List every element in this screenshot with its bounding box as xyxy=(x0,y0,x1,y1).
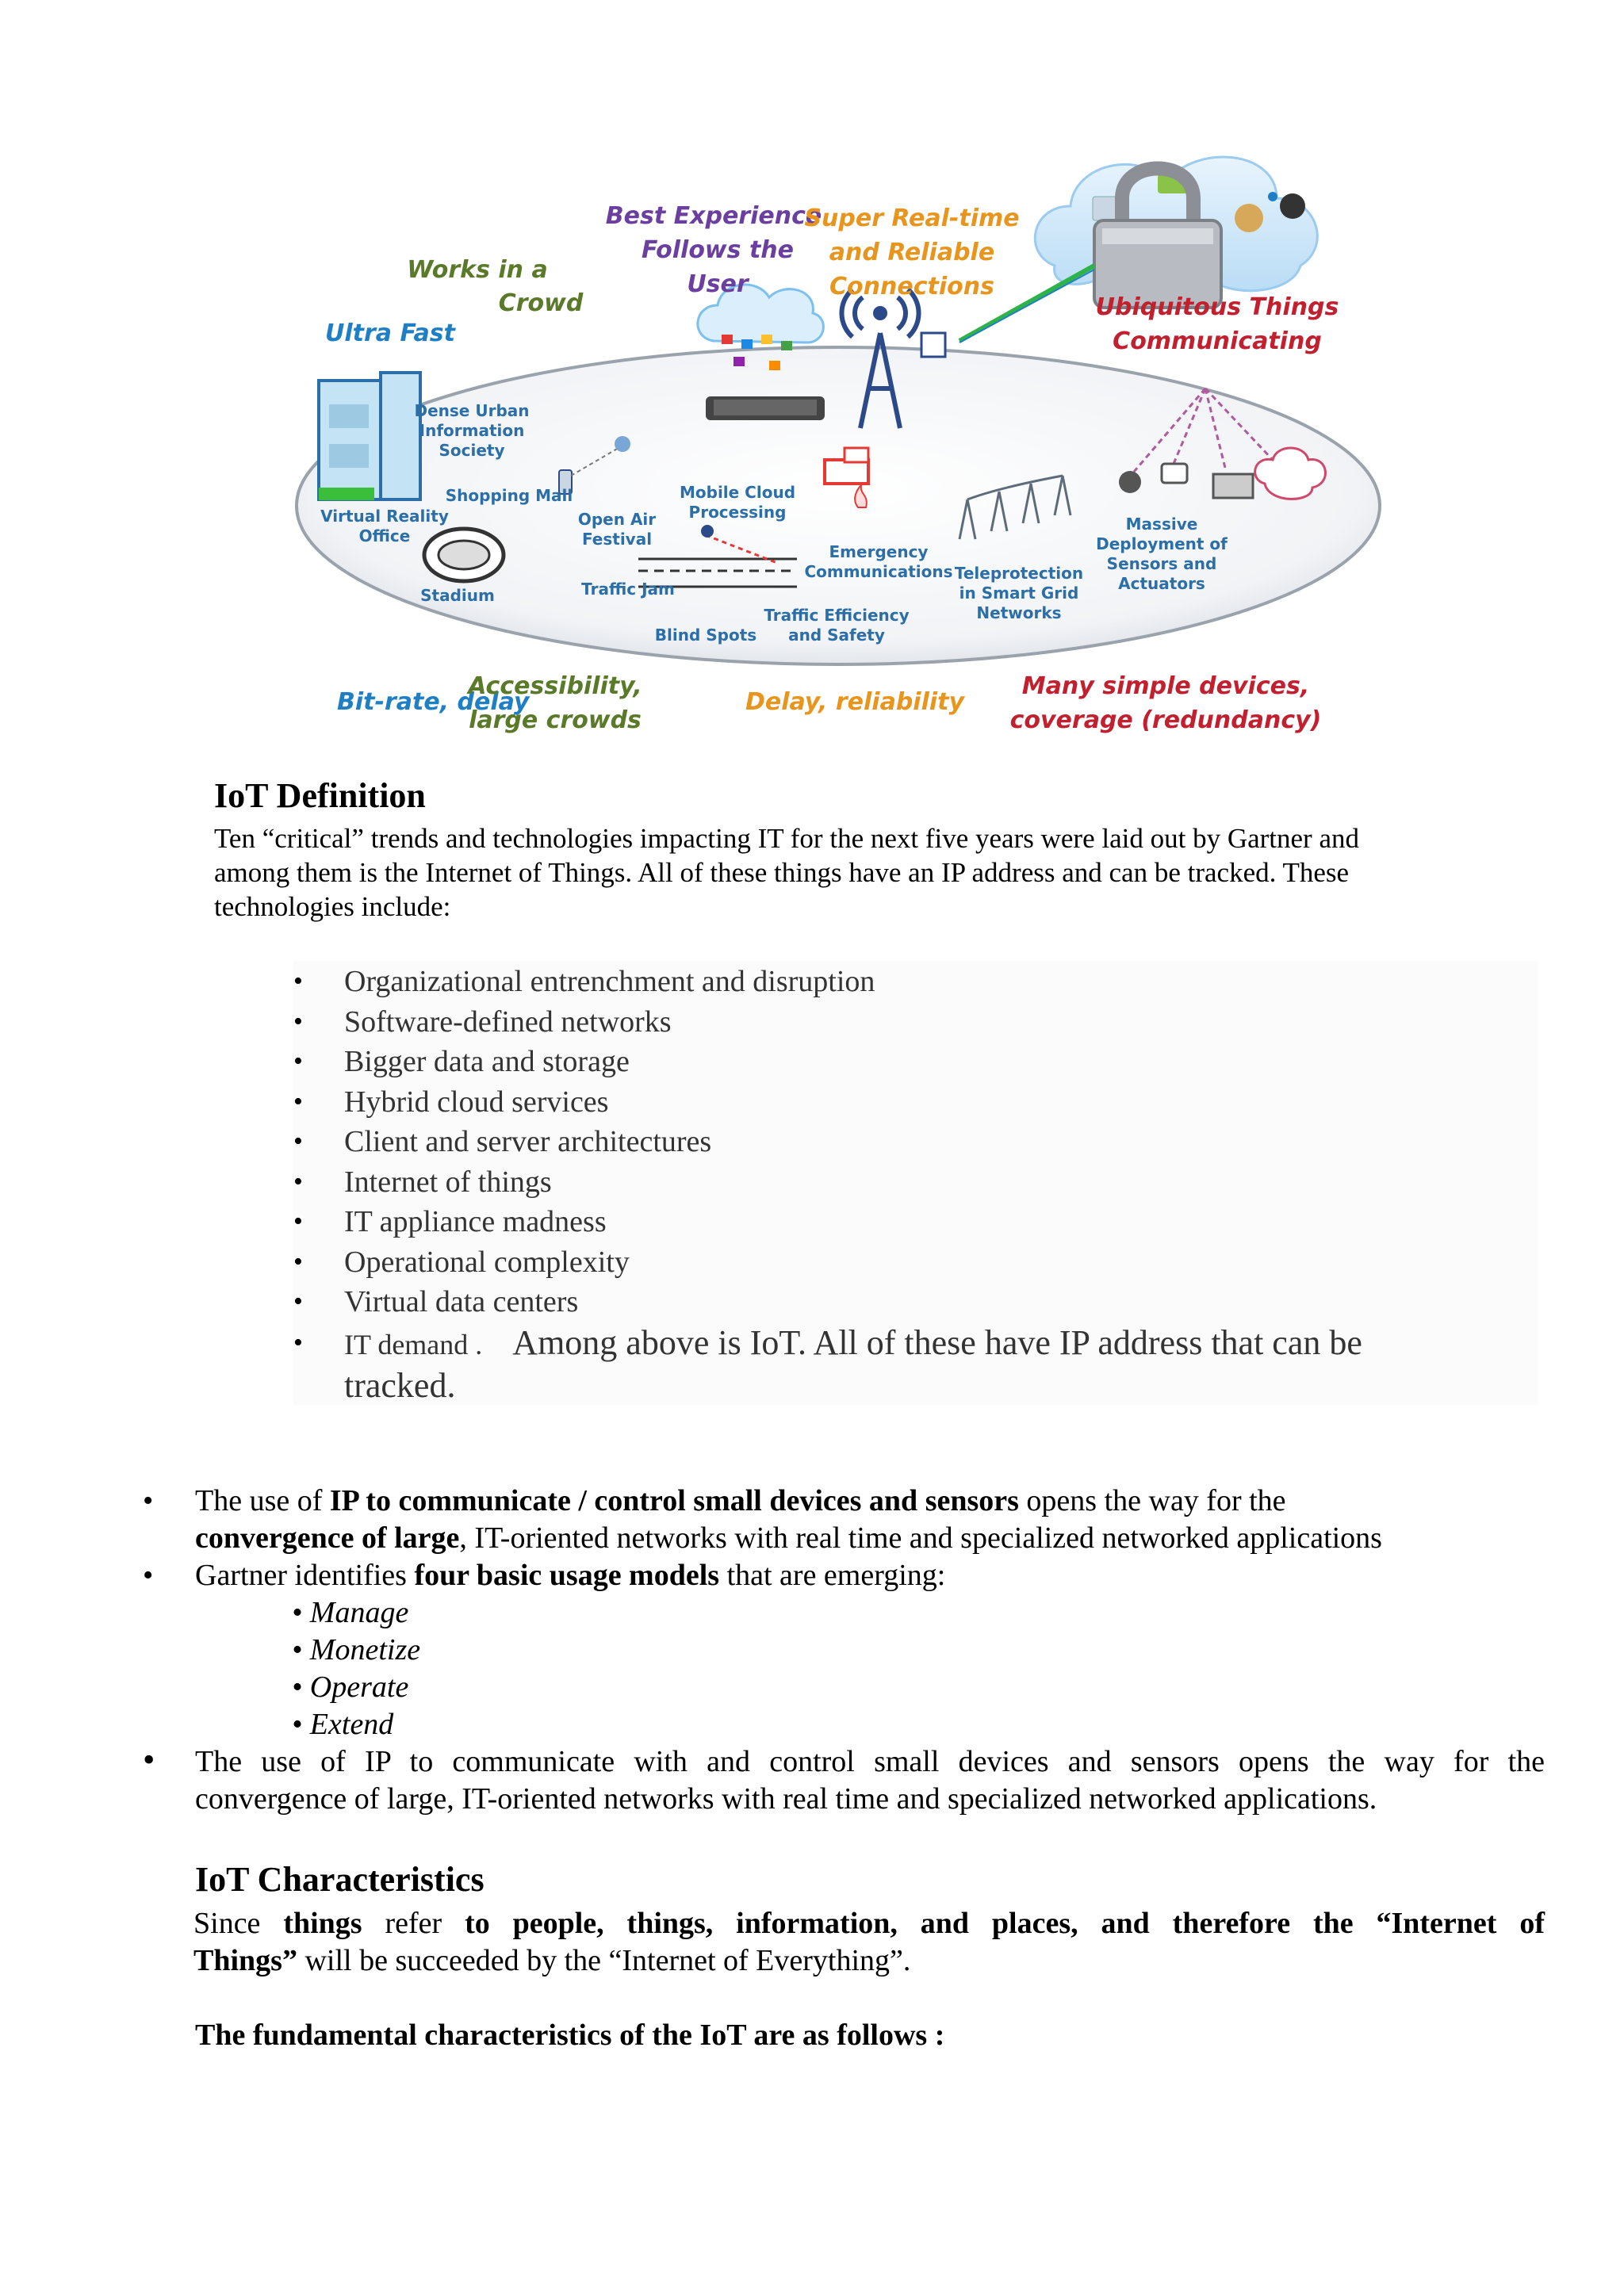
label-dense-3: Society xyxy=(439,441,505,460)
trend-last-note-2: tracked. xyxy=(344,1365,456,1405)
trend-last-small: IT demand . xyxy=(344,1328,483,1360)
list-item xyxy=(293,1322,1483,1408)
text-run: opens the way for the xyxy=(1018,1484,1286,1517)
list-item: • Bigger data and storage xyxy=(293,1042,1483,1082)
bullet-marker: • xyxy=(143,1559,154,1592)
bullet-marker: • xyxy=(143,1740,155,1779)
usage-model-operate: • Operate xyxy=(292,1670,409,1704)
label-best-exp-3: User xyxy=(687,270,749,298)
label-massive-4: Actuators xyxy=(1118,574,1205,593)
text-run: Gartner identifies xyxy=(195,1559,415,1592)
fundamental-heading: The fundamental characteristics of the IoT are as follows : xyxy=(195,2019,945,2052)
text-run-bold: four basic usage models xyxy=(414,1559,720,1592)
label-shopping-mall: Shopping Mall xyxy=(445,486,573,505)
label-mobile-cloud-2: Processing xyxy=(688,503,787,522)
label-vr-2: Office xyxy=(358,526,411,545)
label-telep-1: Teleprotection xyxy=(954,564,1084,583)
bullet-marker: • xyxy=(143,1484,154,1517)
text-line: convergence of large, IT-oriented networks with real time and specialized networked applications. xyxy=(195,1782,1377,1816)
usage-model-monetize: • Monetize xyxy=(292,1633,421,1667)
label-telep-2: in Smart Grid xyxy=(959,584,1079,603)
label-dense-1: Dense Urban xyxy=(414,401,530,420)
label-super-rt-3: Connections xyxy=(829,273,994,300)
text-run-bold: IP to communicate / control small devices and sensors xyxy=(329,1484,1019,1517)
label-telep-3: Networks xyxy=(976,603,1062,622)
label-open-air-1: Open Air xyxy=(577,510,657,529)
list-item: • Internet of things xyxy=(293,1162,1483,1203)
label-ultra-fast: Ultra Fast xyxy=(325,320,455,347)
label-delay-rel: Delay, reliability xyxy=(745,688,965,716)
definition-title: IoT Definition xyxy=(214,776,426,815)
list-item xyxy=(141,1557,1545,1594)
label-stadium: Stadium xyxy=(420,586,495,605)
trend-last-note: Among above is IoT. All of these have IP address that can be xyxy=(512,1322,1362,1362)
text-run-bold: to people, things, information, and places, and therefore the “Internet of xyxy=(465,1907,1545,1940)
text-run-bold: Things” xyxy=(193,1944,297,1977)
text-run: , IT-oriented networks with real time and specialized networked applications xyxy=(459,1521,1382,1555)
list-item: • Software-defined networks xyxy=(293,1002,1483,1043)
text-run: will be succeeded by the “Internet of Everything”. xyxy=(297,1944,911,1977)
label-access-2: large crowds xyxy=(469,706,642,734)
list-item xyxy=(141,1740,1545,1818)
characteristics-paragraph xyxy=(193,1905,1545,1980)
definition-line: Ten “critical” trends and technologies impacting IT for the next five years were laid out by Gartner and xyxy=(214,823,1359,854)
text-line xyxy=(193,1942,1545,1980)
text-line: The use of IP to communicate with and control small devices and sensors opens the way for the xyxy=(195,1745,1545,1778)
list-item: • Virtual data centers xyxy=(293,1282,1483,1322)
text-run: The use of xyxy=(195,1484,330,1517)
usage-model-manage: • Manage xyxy=(292,1596,409,1629)
usage-model-extend: • Extend xyxy=(292,1708,394,1741)
definition-paragraph xyxy=(214,821,1562,924)
text-run-bold: things xyxy=(283,1907,362,1940)
iot-5g-use-case-diagram xyxy=(262,127,1388,753)
label-massive-2: Deployment of xyxy=(1096,534,1228,553)
text-run: refer xyxy=(362,1907,465,1940)
label-ubiq-2: Communicating xyxy=(1113,327,1322,355)
stadium-icon xyxy=(424,529,504,581)
label-works-crowd-2: Crowd xyxy=(498,289,584,317)
characteristics-title: IoT Characteristics xyxy=(195,1860,485,1899)
label-traffic-eff-1: Traffic Efficiency xyxy=(764,606,910,625)
list-item: • Client and server architectures xyxy=(293,1122,1483,1162)
list-item: • Hybrid cloud services xyxy=(293,1082,1483,1123)
usage-bullet-list-2 xyxy=(141,1740,1545,1818)
label-massive-1: Massive xyxy=(1125,515,1198,534)
list-item xyxy=(141,1483,1545,1557)
label-mobile-cloud-1: Mobile Cloud xyxy=(679,483,796,502)
label-dense-2: Information xyxy=(419,421,525,440)
label-traffic-jam: Traffic Jam xyxy=(581,580,675,599)
text-run: that are emerging: xyxy=(719,1559,946,1592)
usage-bullet-list xyxy=(141,1483,1545,1594)
label-many-2: coverage (redundancy) xyxy=(1009,706,1322,734)
label-ubiq-1: Ubiquitous Things xyxy=(1095,293,1339,321)
label-open-air-2: Festival xyxy=(581,530,653,549)
label-bitrate: Bit-rate, delay xyxy=(337,688,530,716)
text-run-bold: convergence of large xyxy=(195,1521,460,1555)
label-blind-spots: Blind Spots xyxy=(654,626,757,645)
label-works-crowd-1: Works in a xyxy=(407,256,548,284)
definition-line: technologies include: xyxy=(214,891,451,922)
label-traffic-eff-2: and Safety xyxy=(788,626,885,645)
label-emergency-2: Communications xyxy=(804,562,953,581)
label-vr-1: Virtual Reality xyxy=(320,507,449,526)
list-item: • IT appliance madness xyxy=(293,1202,1483,1242)
label-super-rt-2: and Reliable xyxy=(829,239,995,266)
label-massive-3: Sensors and xyxy=(1106,554,1217,573)
list-item: • Organizational entrenchment and disruption xyxy=(293,962,1483,1002)
label-best-exp-2: Follows the xyxy=(641,236,795,264)
text-line xyxy=(193,1905,1545,1942)
label-emergency-1: Emergency xyxy=(829,542,929,561)
definition-line: among them is the Internet of Things. All of these things have an IP address and can be tracked. These xyxy=(214,857,1350,888)
trends-list xyxy=(293,962,1483,1408)
list-item: • Operational complexity xyxy=(293,1242,1483,1283)
label-best-exp-1: Best Experience xyxy=(605,202,822,230)
text-run: Since xyxy=(193,1907,284,1940)
building-icon xyxy=(319,373,420,500)
label-super-rt-1: Super Real-time xyxy=(804,205,1020,232)
label-many-1: Many simple devices, xyxy=(1021,672,1310,700)
label-access-1: Accessibility, xyxy=(468,672,642,700)
